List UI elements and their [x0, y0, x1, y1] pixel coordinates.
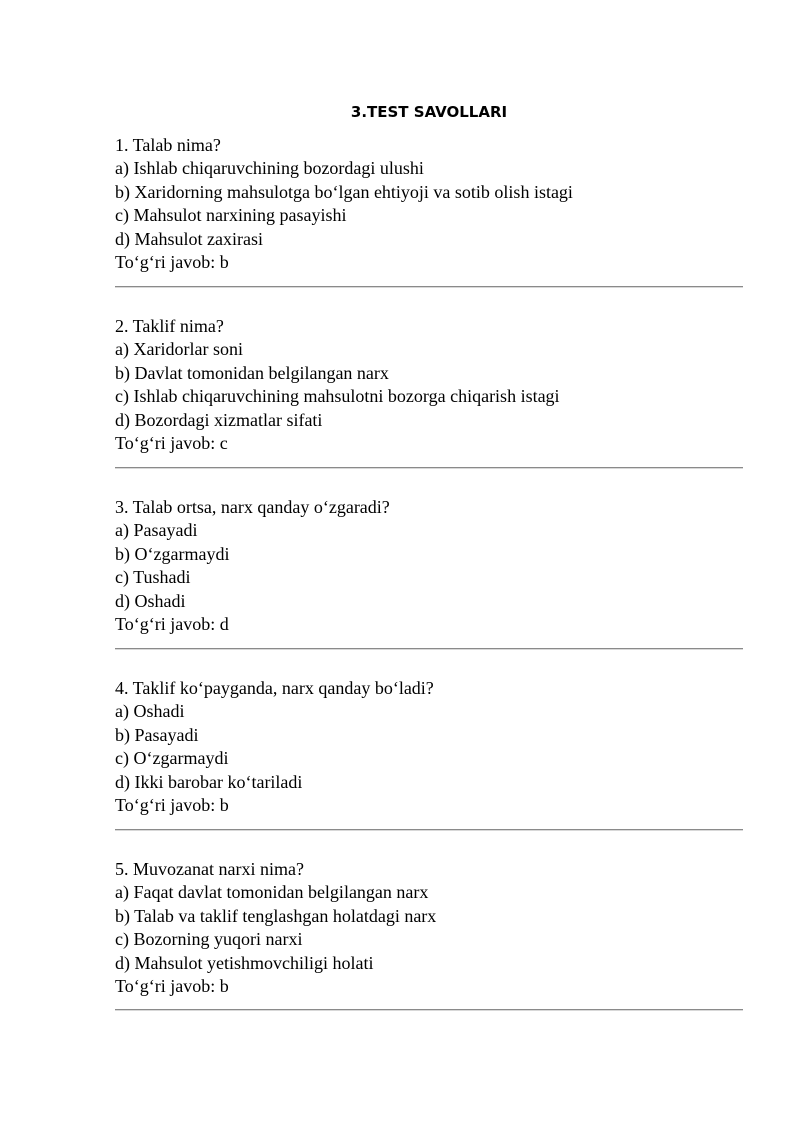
option-d: d) Bozordagi xizmatlar sifati — [115, 409, 323, 430]
question-text: 5. Muvozanat narxi nima? — [115, 859, 304, 879]
divider-1 — [115, 286, 743, 288]
option-a: a) Ishlab chiqaruvchining bozordagi ulushi — [115, 158, 424, 179]
question-block-5 — [115, 858, 745, 998]
question-block-3 — [115, 496, 745, 636]
question-block-1 — [115, 134, 745, 274]
option-b: b) Davlat tomonidan belgilangan narx — [115, 362, 389, 383]
option-a: a) Faqat davlat tomonidan belgilangan narx — [115, 882, 429, 903]
option-c: c) O‘zgarmaydi — [115, 748, 229, 769]
question-block-4 — [115, 677, 745, 817]
option-b: b) Talab va taklif tenglashgan holatdagi narx — [115, 905, 437, 926]
question-text: 1. Talab nima? — [115, 135, 221, 155]
option-b: b) Pasayadi — [115, 724, 199, 745]
option-b: b) O‘zgarmaydi — [115, 543, 230, 564]
divider-5 — [115, 1009, 743, 1011]
option-d: d) Oshadi — [115, 590, 186, 611]
divider-4 — [115, 829, 743, 831]
divider-2 — [115, 467, 743, 469]
question-text: 4. Taklif ko‘payganda, narx qanday bo‘ladi? — [115, 678, 434, 698]
correct-answer: To‘g‘ri javob: d — [115, 613, 229, 634]
option-a: a) Pasayadi — [115, 520, 198, 541]
option-a: a) Xaridorlar soni — [115, 339, 243, 360]
option-c: c) Tushadi — [115, 567, 191, 588]
correct-answer: To‘g‘ri javob: c — [115, 432, 228, 453]
correct-answer: To‘g‘ri javob: b — [115, 794, 229, 815]
correct-answer: To‘g‘ri javob: b — [115, 251, 229, 272]
option-a: a) Oshadi — [115, 701, 185, 722]
question-text: 3. Talab ortsa, narx qanday o‘zgaradi? — [115, 497, 390, 517]
option-d: d) Mahsulot yetishmovchiligi holati — [115, 952, 374, 973]
page-title: 3.TEST SAVOLLARI — [350, 103, 508, 121]
question-block-2 — [115, 315, 745, 455]
divider-3 — [115, 648, 743, 650]
option-d: d) Mahsulot zaxirasi — [115, 228, 263, 249]
correct-answer: To‘g‘ri javob: b — [115, 975, 229, 996]
question-text: 2. Taklif nima? — [115, 316, 224, 336]
option-c: c) Mahsulot narxining pasayishi — [115, 205, 347, 226]
option-c: c) Bozorning yuqori narxi — [115, 929, 303, 950]
option-b: b) Xaridorning mahsulotga bo‘lgan ehtiyoji va sotib olish istagi — [115, 181, 573, 202]
option-c: c) Ishlab chiqaruvchining mahsulotni bozorga chiqarish istagi — [115, 386, 560, 407]
option-d: d) Ikki barobar ko‘tariladi — [115, 771, 303, 792]
